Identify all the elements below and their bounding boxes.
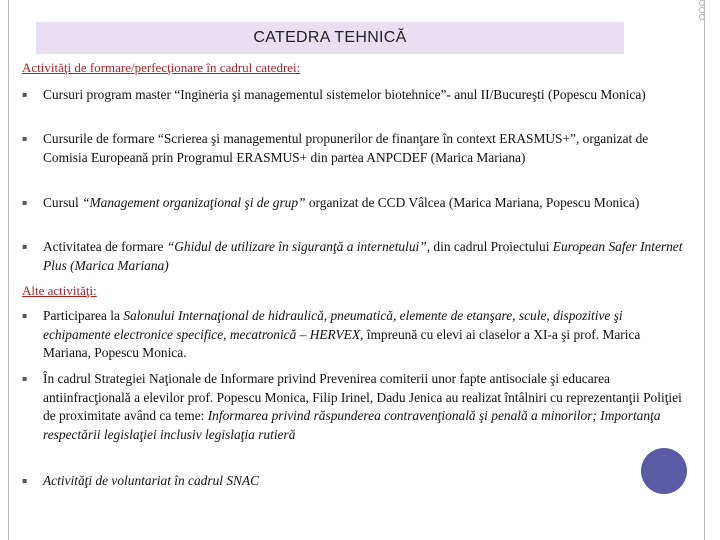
section-heading-training: Activităţi de formare/perfecţionare în cadrul catedrei: [22, 60, 301, 75]
bullet-icon [22, 91, 28, 98]
left-border-line [8, 0, 9, 540]
right-border-line [704, 0, 705, 540]
section-heading-other: Alte activităţi: [22, 283, 97, 298]
list-item [22, 307, 686, 363]
decorative-circle [641, 448, 687, 494]
list-item-text [43, 194, 686, 213]
text-segment: împreună cu elevi ai claselor a XI-a şi prof. Marica Mariana, Popescu Monica. [43, 326, 641, 361]
list-item [22, 238, 686, 275]
list-item [22, 86, 686, 105]
volunteer-activity: Activităţi de voluntariat în cadrul SNAC [43, 473, 260, 488]
list-item-text [43, 238, 686, 275]
course-title: “Ghidul de utilizare în siguranţă a internetului”, [166, 239, 431, 254]
bullet-icon [22, 312, 28, 319]
event-name: Salonului Internaţional de hidraulică, pneumatică, elemente de etanşare, scule, dispozitive şi echipamente electronice specifice, mecatronică – HERVEX, [43, 308, 623, 342]
list-item-text: Cursuri program master “Ingineria şi managementul sistemelor biotehnice”- anul II/Bucureşti (Popescu Monica) [43, 87, 646, 102]
course-title: “Management organizaţional şi de grup” [82, 195, 306, 210]
list-item [22, 194, 686, 213]
bullet-icon [22, 477, 28, 484]
meeting-themes: Informarea privind răspunderea contravenţională şi penală a minorilor; Importanţa respectării legislaţiei inclusiv legislaţia rutieră [43, 408, 661, 442]
bullet-icon [22, 199, 28, 206]
text-segment: Participarea la [43, 308, 124, 323]
list-item [22, 130, 686, 167]
page-title: CATEDRA TEHNICĂ [253, 29, 407, 46]
text-segment: Cursul [43, 195, 83, 210]
corner-decoration-icon [696, 0, 708, 20]
list-item [22, 472, 686, 491]
project-name: European Safer Internet Plus (Marica Mariana) [43, 239, 683, 273]
text-segment: În cadrul Strategiei Naţionale de Informare privind Prevenirea comiterii unor fapte antisociale şi educarea antiinfracţională a elevilor prof. Popescu Monica, Filip Irinel, Dadu Jenica au realizat întâlniri cu reprezentanţii Poliţiei de proximitate având ca teme: [43, 371, 682, 424]
list-item [22, 370, 686, 444]
list-item-text: Cursurile de formare “Scrierea şi managementul propunerilor de finanţare în context ERASMUS+”, organizat de Comisia Europeană prin Programul ERASMUS+ din partea ANPCDEF (Marica Mariana) [43, 131, 649, 165]
list-item-text [43, 472, 686, 491]
text-segment: organizat de CCD Vâlcea (Marica Mariana, Popescu Monica) [305, 195, 640, 210]
title-banner [36, 22, 624, 54]
list-item-text [43, 307, 686, 363]
bullet-icon [22, 135, 28, 142]
bullet-icon [22, 375, 28, 382]
list-item-text [43, 370, 686, 444]
text-segment: din cadrul Proiectului [430, 239, 553, 254]
text-segment: Activitatea de formare [43, 239, 167, 254]
bullet-icon [22, 243, 28, 250]
